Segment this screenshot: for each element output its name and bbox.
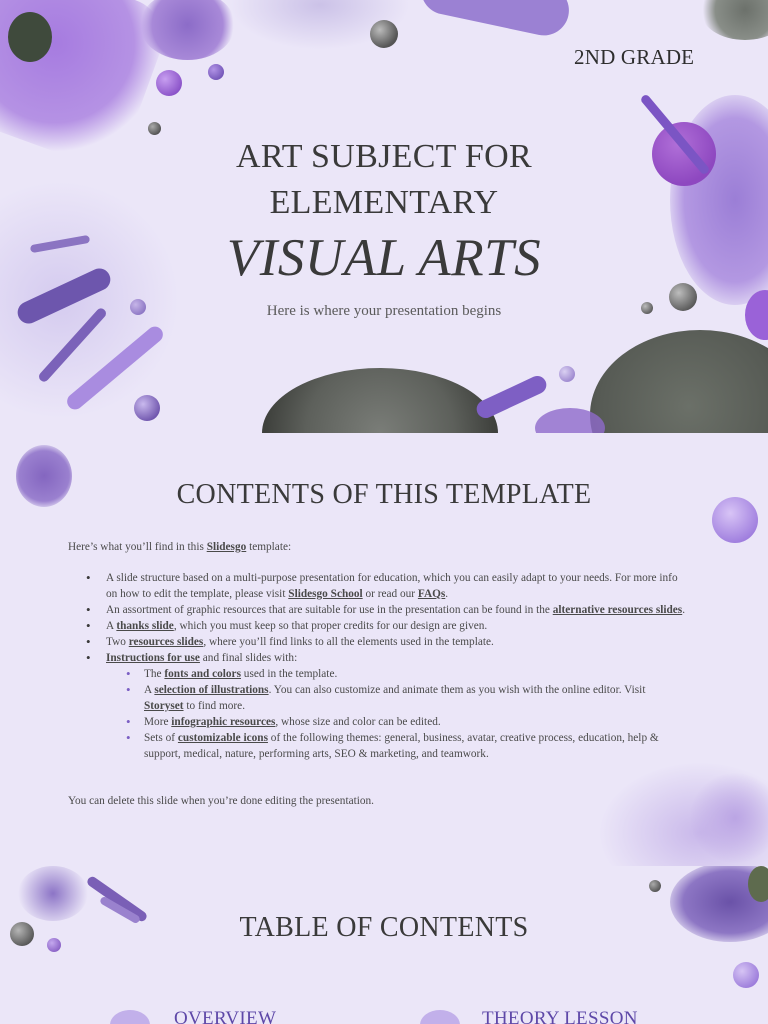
list-item-text: A — [144, 684, 155, 696]
intro-text — [68, 541, 291, 553]
icons-link[interactable]: customizable icons — [177, 732, 268, 744]
dark-blob-top-left — [8, 12, 52, 62]
list-item-text: or read our — [362, 588, 418, 600]
resources-slides-link[interactable]: resources slides — [128, 636, 204, 648]
list-item-text: More — [144, 716, 172, 728]
list-item-text: of the following themes: general, business, avatar, creative process, education, help & support, medical, nature, performing arts, SEO & marketing, and teamwork. — [144, 732, 659, 760]
infographic-link[interactable]: infographic resources — [171, 716, 276, 728]
sub-list-item — [126, 682, 686, 714]
toc-item-theory-lesson[interactable]: THEORY LESSON — [482, 1008, 638, 1024]
slide-tagline: Here is where your presentation begins — [266, 303, 502, 319]
alternative-resources-link[interactable]: alternative resources slides — [552, 604, 683, 616]
list-item-text: to find more. — [183, 700, 246, 712]
watercolor-stroke-top-right — [416, 0, 573, 40]
green-leaf-right — [748, 866, 768, 902]
dark-blob-top-right — [700, 0, 768, 40]
list-item-text: An assortment of graphic resources that are suitable for use in the presentation can be found in the — [106, 604, 553, 616]
faqs-link[interactable]: FAQs — [417, 588, 446, 600]
bubble — [733, 962, 759, 988]
bubble — [47, 938, 61, 952]
list-item-text: , whose size and color can be edited. — [275, 716, 441, 728]
slide-title — [84, 134, 684, 226]
list-item-text: , which you must keep so that proper credits for our design are given. — [173, 620, 488, 632]
title-line-1: ART SUBJECT FOR — [236, 138, 532, 175]
grade-label: 2ND GRADE — [574, 45, 695, 69]
intro-text-start: Here’s what you’ll find in this — [68, 541, 207, 553]
gray-rock-bottom-center — [262, 368, 498, 433]
purple-bubble-bottom-left — [110, 1010, 150, 1024]
brush-stroke-bottom — [474, 373, 550, 421]
list-item-text: used in the template. — [240, 668, 338, 680]
slide-subtitle: VISUAL ARTS — [226, 229, 542, 287]
sub-list-item — [126, 730, 686, 762]
purple-bubble-right — [712, 497, 758, 543]
bubble — [134, 395, 160, 421]
watercolor-blob-top-left — [18, 866, 88, 921]
thanks-slide-link[interactable]: thanks slide — [116, 620, 174, 632]
outro-text: You can delete this slide when you’re done editing the presentation. — [68, 795, 374, 807]
title-line-2: ELEMENTARY — [269, 184, 499, 221]
section-title: CONTENTS OF THIS TEMPLATE — [176, 479, 592, 510]
list-item-text: The — [144, 668, 165, 680]
bubble — [559, 366, 575, 382]
purple-flower-blob — [16, 445, 72, 507]
bubble — [208, 64, 224, 80]
instructions-link[interactable]: Instructions for use — [106, 652, 200, 664]
list-item-text: Sets of — [144, 732, 178, 744]
list-item-text: A — [106, 620, 117, 632]
list-item-text: . — [445, 588, 449, 600]
list-item — [86, 602, 686, 618]
list-item — [86, 650, 686, 762]
list-item — [86, 570, 686, 602]
contents-slide — [0, 433, 768, 866]
storyset-link[interactable]: Storyset — [144, 700, 184, 712]
bubble — [370, 20, 398, 48]
toc-item-overview[interactable]: OVERVIEW — [174, 1008, 277, 1024]
bubble — [156, 70, 182, 96]
list-item — [86, 634, 686, 650]
fonts-colors-link[interactable]: fonts and colors — [164, 668, 241, 680]
gray-rock-bottom-right — [590, 330, 768, 433]
intro-text-end: template: — [246, 541, 292, 553]
contents-list — [86, 570, 686, 762]
slidesgo-link[interactable]: Slidesgo — [206, 541, 247, 553]
list-item-text: Two — [106, 636, 129, 648]
section-title: TABLE OF CONTENTS — [239, 912, 529, 943]
purple-bubble-bottom-center — [420, 1010, 460, 1024]
slidesgo-school-link[interactable]: Slidesgo School — [288, 588, 363, 600]
bubble — [649, 880, 661, 892]
list-item — [86, 618, 686, 634]
toc-slide — [0, 866, 768, 1024]
list-item-text: , where you’ll find links to all the elements used in the template. — [203, 636, 494, 648]
title-slide — [0, 0, 768, 433]
list-item-text: . You can also customize and animate them as you wish with the online editor. Visit — [268, 684, 646, 696]
list-item-text: A slide structure based on a multi-purpose presentation for education, which you can easily adapt to your needs. For more info on how to edit the template, please visit — [106, 572, 678, 600]
illustrations-link[interactable]: selection of illustrations — [154, 684, 269, 696]
sub-list-item — [126, 714, 686, 730]
list-item-text: . — [682, 604, 686, 616]
sub-list-item — [126, 666, 686, 682]
sub-list — [106, 666, 686, 762]
list-item-text: and final slides with: — [199, 652, 298, 664]
bubble — [10, 922, 34, 946]
